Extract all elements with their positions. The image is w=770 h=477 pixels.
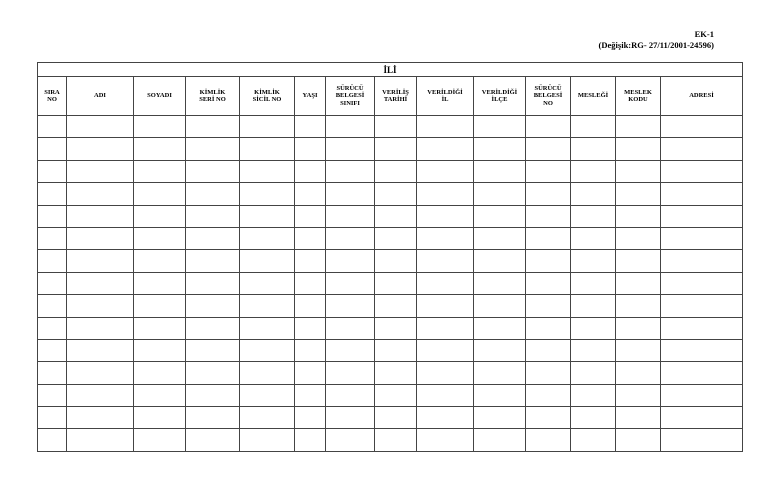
table-cell bbox=[375, 295, 417, 317]
table-cell bbox=[526, 227, 571, 249]
table-cell bbox=[67, 227, 134, 249]
annex-label: EK-1 bbox=[694, 29, 714, 39]
table-cell bbox=[67, 384, 134, 406]
table-cell bbox=[67, 407, 134, 429]
table-cell bbox=[616, 227, 661, 249]
table-cell bbox=[134, 339, 186, 361]
table-cell bbox=[38, 317, 67, 339]
table-cell bbox=[134, 429, 186, 451]
table-cell bbox=[616, 384, 661, 406]
table-cell bbox=[417, 160, 474, 182]
table-cell bbox=[326, 317, 375, 339]
table-cell bbox=[295, 116, 326, 138]
table-cell bbox=[474, 362, 526, 384]
table-cell bbox=[240, 295, 295, 317]
table-cell bbox=[38, 183, 67, 205]
table-cell bbox=[67, 250, 134, 272]
table-cell bbox=[375, 116, 417, 138]
table-cell bbox=[661, 160, 743, 182]
table-cell bbox=[240, 272, 295, 294]
table-cell bbox=[134, 183, 186, 205]
column-header-line: SIRA bbox=[44, 88, 60, 96]
table-cell bbox=[526, 362, 571, 384]
table-cell bbox=[38, 205, 67, 227]
table-cell bbox=[38, 272, 67, 294]
table-cell bbox=[571, 317, 616, 339]
table-row bbox=[38, 205, 743, 227]
table-cell bbox=[375, 407, 417, 429]
table-cell bbox=[375, 160, 417, 182]
table-row bbox=[38, 407, 743, 429]
table-cell bbox=[67, 429, 134, 451]
table-cell bbox=[417, 272, 474, 294]
table-cell bbox=[186, 429, 240, 451]
table-cell bbox=[616, 362, 661, 384]
table-cell bbox=[616, 317, 661, 339]
table-cell bbox=[571, 160, 616, 182]
table-cell bbox=[38, 362, 67, 384]
table-cell bbox=[240, 384, 295, 406]
table-cell bbox=[526, 205, 571, 227]
column-header bbox=[616, 77, 661, 116]
table-cell bbox=[375, 183, 417, 205]
table-cell bbox=[134, 272, 186, 294]
column-header-line: BELGESİ bbox=[335, 92, 365, 100]
table-cell bbox=[38, 160, 67, 182]
table-cell bbox=[295, 138, 326, 160]
table-cell bbox=[326, 116, 375, 138]
table-cell bbox=[571, 339, 616, 361]
table-cell bbox=[186, 407, 240, 429]
table-cell bbox=[661, 407, 743, 429]
table-row bbox=[38, 295, 743, 317]
table-cell bbox=[661, 429, 743, 451]
table-cell bbox=[240, 138, 295, 160]
table-cell bbox=[661, 362, 743, 384]
table-cell bbox=[375, 317, 417, 339]
page-header bbox=[599, 29, 714, 51]
table-cell bbox=[295, 317, 326, 339]
table-cell bbox=[474, 227, 526, 249]
column-header bbox=[295, 77, 326, 116]
table-cell bbox=[474, 384, 526, 406]
column-header bbox=[186, 77, 240, 116]
table-cell bbox=[134, 227, 186, 249]
table-cell bbox=[417, 116, 474, 138]
table-cell bbox=[67, 160, 134, 182]
table-cell bbox=[38, 295, 67, 317]
table-cell bbox=[240, 339, 295, 361]
table-cell bbox=[661, 272, 743, 294]
column-header-line: ADI bbox=[94, 92, 106, 100]
table-cell bbox=[67, 362, 134, 384]
table-cell bbox=[571, 362, 616, 384]
column-header bbox=[326, 77, 375, 116]
table-cell bbox=[526, 317, 571, 339]
table-cell bbox=[375, 384, 417, 406]
column-header-line: ADRESİ bbox=[689, 92, 714, 100]
table-cell bbox=[375, 272, 417, 294]
table-cell bbox=[417, 205, 474, 227]
table-row bbox=[38, 384, 743, 406]
table-cell bbox=[240, 205, 295, 227]
table-cell bbox=[661, 183, 743, 205]
table-cell bbox=[186, 272, 240, 294]
table-cell bbox=[526, 339, 571, 361]
table-cell bbox=[38, 384, 67, 406]
column-header-line: SOYADI bbox=[147, 92, 172, 100]
column-header bbox=[38, 77, 67, 116]
table-cell bbox=[474, 339, 526, 361]
table-cell bbox=[240, 116, 295, 138]
table-cell bbox=[38, 227, 67, 249]
column-header-line: SINIFI bbox=[340, 99, 360, 107]
table-cell bbox=[295, 272, 326, 294]
table-cell bbox=[134, 116, 186, 138]
table-cell bbox=[326, 429, 375, 451]
table-cell bbox=[474, 317, 526, 339]
table-cell bbox=[240, 317, 295, 339]
table-cell bbox=[474, 138, 526, 160]
table-cell bbox=[571, 272, 616, 294]
table-cell bbox=[571, 227, 616, 249]
column-header-line: SÜRÜCÜ bbox=[336, 84, 364, 92]
table-cell bbox=[295, 295, 326, 317]
table-cell bbox=[326, 183, 375, 205]
table-cell bbox=[526, 295, 571, 317]
table-cell bbox=[326, 339, 375, 361]
column-header bbox=[571, 77, 616, 116]
table-cell bbox=[186, 384, 240, 406]
table-cell bbox=[38, 429, 67, 451]
table-cell bbox=[67, 339, 134, 361]
table-cell bbox=[240, 160, 295, 182]
table-cell bbox=[417, 227, 474, 249]
table-cell bbox=[134, 205, 186, 227]
table-cell bbox=[474, 116, 526, 138]
table-cell bbox=[616, 138, 661, 160]
table-cell bbox=[240, 407, 295, 429]
column-header-row bbox=[38, 77, 743, 116]
table-cell bbox=[67, 116, 134, 138]
table-cell bbox=[295, 250, 326, 272]
table-cell bbox=[375, 339, 417, 361]
table-cell bbox=[474, 429, 526, 451]
table-cell bbox=[417, 407, 474, 429]
column-header-line: İL bbox=[441, 96, 449, 103]
table-cell bbox=[616, 250, 661, 272]
table-title: İLİ bbox=[38, 63, 743, 77]
table-cell bbox=[295, 384, 326, 406]
table-row bbox=[38, 272, 743, 294]
table-cell bbox=[67, 205, 134, 227]
table-row bbox=[38, 250, 743, 272]
table-cell bbox=[186, 138, 240, 160]
table-cell bbox=[295, 362, 326, 384]
table-cell bbox=[417, 429, 474, 451]
table-cell bbox=[661, 295, 743, 317]
table-cell bbox=[616, 429, 661, 451]
table-row bbox=[38, 429, 743, 451]
column-header-line: SÜRÜCÜ bbox=[534, 84, 562, 92]
table-cell bbox=[326, 295, 375, 317]
column-header-line: TARİHİ bbox=[383, 96, 408, 103]
table-cell bbox=[134, 295, 186, 317]
column-header-line: NO bbox=[543, 99, 553, 107]
table-cell bbox=[67, 138, 134, 160]
table-cell bbox=[186, 183, 240, 205]
table-cell bbox=[134, 250, 186, 272]
table-cell bbox=[186, 116, 240, 138]
table-cell bbox=[571, 384, 616, 406]
table-cell bbox=[417, 295, 474, 317]
table-body bbox=[38, 116, 743, 452]
column-header-line: KODU bbox=[628, 96, 648, 103]
table-cell bbox=[375, 138, 417, 160]
table-cell bbox=[526, 384, 571, 406]
table-cell bbox=[67, 183, 134, 205]
table-cell bbox=[571, 116, 616, 138]
table-cell bbox=[186, 205, 240, 227]
table-cell bbox=[526, 138, 571, 160]
table-cell bbox=[375, 250, 417, 272]
table-cell bbox=[526, 160, 571, 182]
table-cell bbox=[375, 205, 417, 227]
column-header bbox=[526, 77, 571, 116]
table-cell bbox=[661, 205, 743, 227]
table-row bbox=[38, 227, 743, 249]
column-header bbox=[240, 77, 295, 116]
column-header bbox=[375, 77, 417, 116]
table-cell bbox=[38, 407, 67, 429]
table-row bbox=[38, 183, 743, 205]
table-row bbox=[38, 160, 743, 182]
table-cell bbox=[526, 183, 571, 205]
table-cell bbox=[134, 362, 186, 384]
table-cell bbox=[661, 250, 743, 272]
column-header-line: VERİLDİĞİ bbox=[481, 88, 518, 96]
table-cell bbox=[474, 272, 526, 294]
table-cell bbox=[375, 362, 417, 384]
table-cell bbox=[474, 183, 526, 205]
table-cell bbox=[474, 160, 526, 182]
table-cell bbox=[375, 429, 417, 451]
table-cell bbox=[326, 272, 375, 294]
table-cell bbox=[526, 250, 571, 272]
table-cell bbox=[295, 407, 326, 429]
table-cell bbox=[326, 250, 375, 272]
column-header bbox=[474, 77, 526, 116]
table-cell bbox=[38, 116, 67, 138]
table-cell bbox=[326, 160, 375, 182]
table-cell bbox=[295, 160, 326, 182]
table-cell bbox=[326, 227, 375, 249]
table-cell bbox=[616, 116, 661, 138]
table-cell bbox=[571, 295, 616, 317]
column-header bbox=[661, 77, 743, 116]
column-header-line: KİMLİK bbox=[199, 88, 226, 96]
table-cell bbox=[240, 429, 295, 451]
table-cell bbox=[474, 205, 526, 227]
column-header-line: SİCİL NO bbox=[252, 96, 282, 103]
table-row bbox=[38, 138, 743, 160]
column-header-line: VERİLİŞ bbox=[382, 88, 409, 96]
table-cell bbox=[661, 116, 743, 138]
table-cell bbox=[326, 407, 375, 429]
table-cell bbox=[417, 138, 474, 160]
table-cell bbox=[616, 272, 661, 294]
table-cell bbox=[661, 227, 743, 249]
table-cell bbox=[326, 384, 375, 406]
table-cell bbox=[295, 227, 326, 249]
table-cell bbox=[571, 205, 616, 227]
table-cell bbox=[474, 250, 526, 272]
column-header-line: İLÇE bbox=[491, 96, 508, 103]
table-cell bbox=[526, 116, 571, 138]
column-header bbox=[134, 77, 186, 116]
table-cell bbox=[134, 160, 186, 182]
table-cell bbox=[571, 429, 616, 451]
column-header-line: KİMLİK bbox=[254, 88, 280, 96]
table-cell bbox=[240, 183, 295, 205]
table-cell bbox=[474, 407, 526, 429]
column-header bbox=[417, 77, 474, 116]
table-cell bbox=[616, 183, 661, 205]
table-cell bbox=[616, 295, 661, 317]
table-row bbox=[38, 317, 743, 339]
table-cell bbox=[417, 317, 474, 339]
column-header-line: MESLEK bbox=[624, 88, 652, 96]
table-cell bbox=[326, 138, 375, 160]
table-cell bbox=[571, 138, 616, 160]
table-cell bbox=[526, 429, 571, 451]
table-cell bbox=[67, 272, 134, 294]
table-cell bbox=[571, 183, 616, 205]
table-cell bbox=[326, 362, 375, 384]
table-cell bbox=[616, 160, 661, 182]
table-cell bbox=[616, 205, 661, 227]
table-cell bbox=[417, 384, 474, 406]
table-cell bbox=[240, 362, 295, 384]
table-cell bbox=[417, 183, 474, 205]
table-row bbox=[38, 116, 743, 138]
column-header bbox=[67, 77, 134, 116]
column-header-line: YAŞI bbox=[302, 92, 318, 100]
table-cell bbox=[616, 339, 661, 361]
column-header-line: MESLEĞİ bbox=[577, 92, 609, 100]
table-cell bbox=[295, 339, 326, 361]
table-cell bbox=[67, 317, 134, 339]
table-cell bbox=[134, 384, 186, 406]
amendment-note: (Değişik:RG- 27/11/2001-24596) bbox=[598, 40, 714, 50]
table-cell bbox=[186, 295, 240, 317]
table-cell bbox=[186, 250, 240, 272]
table-cell bbox=[134, 317, 186, 339]
table-cell bbox=[240, 250, 295, 272]
column-header-line: VERİLDİĞİ bbox=[427, 88, 463, 96]
table-cell bbox=[661, 339, 743, 361]
column-header-line: SERİ NO bbox=[199, 96, 226, 103]
table-cell bbox=[38, 250, 67, 272]
table-cell bbox=[661, 317, 743, 339]
table-cell bbox=[38, 138, 67, 160]
table-cell bbox=[526, 407, 571, 429]
table-cell bbox=[616, 407, 661, 429]
table-cell bbox=[134, 138, 186, 160]
table-cell bbox=[134, 407, 186, 429]
table-cell bbox=[571, 250, 616, 272]
table-cell bbox=[186, 227, 240, 249]
column-header-line: NO bbox=[47, 96, 57, 103]
table-cell bbox=[240, 227, 295, 249]
table-cell bbox=[186, 160, 240, 182]
table-cell bbox=[186, 317, 240, 339]
table-row bbox=[38, 339, 743, 361]
table-cell bbox=[661, 138, 743, 160]
table-cell bbox=[375, 227, 417, 249]
table-cell bbox=[186, 339, 240, 361]
table-cell bbox=[417, 250, 474, 272]
table-cell bbox=[295, 183, 326, 205]
table-row bbox=[38, 362, 743, 384]
table-cell bbox=[571, 407, 616, 429]
table-cell bbox=[661, 384, 743, 406]
table-cell bbox=[417, 339, 474, 361]
table-cell bbox=[526, 272, 571, 294]
table-cell bbox=[186, 362, 240, 384]
table-cell bbox=[474, 295, 526, 317]
table-cell bbox=[38, 339, 67, 361]
table-cell bbox=[417, 362, 474, 384]
table-cell bbox=[295, 429, 326, 451]
table-cell bbox=[295, 205, 326, 227]
driver-registry-table bbox=[37, 62, 743, 452]
table-cell bbox=[326, 205, 375, 227]
table-cell bbox=[67, 295, 134, 317]
column-header-line: BELGESİ bbox=[533, 92, 563, 100]
